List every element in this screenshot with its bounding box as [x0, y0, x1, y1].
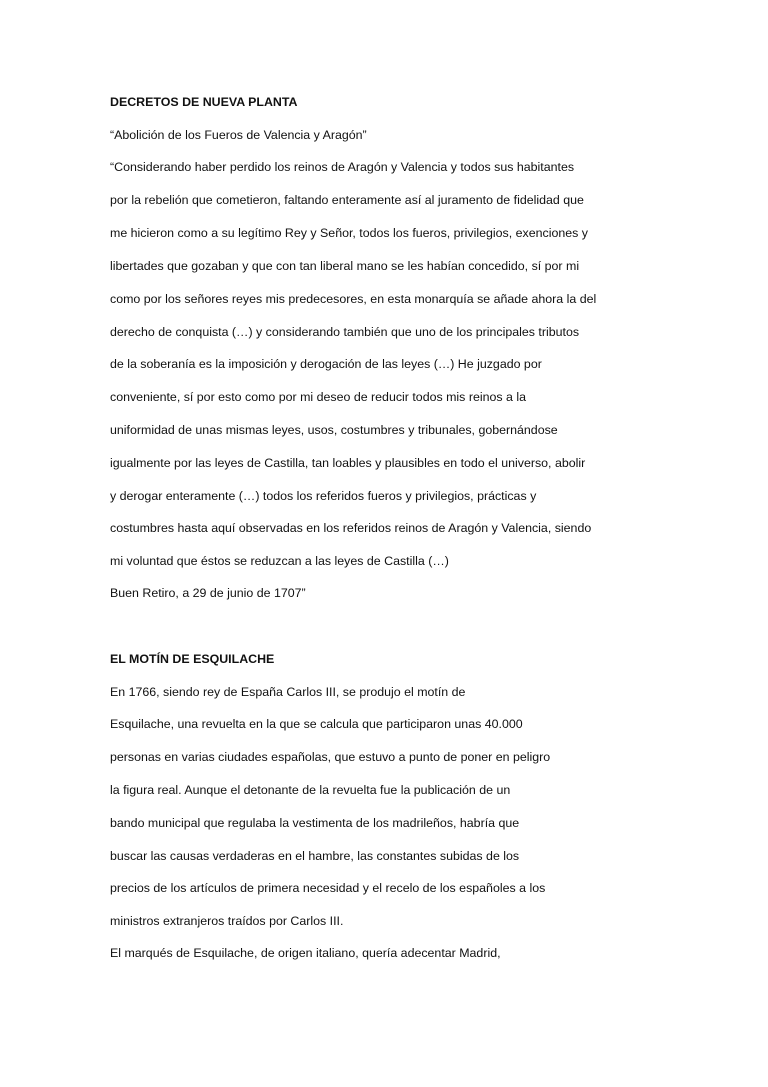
paragraph-line: libertades que gozaban y que con tan liberal mano se les habían concedido, sí por mi [110, 259, 580, 273]
paragraph-line: El marqués de Esquilache, de origen italiano, quería adecentar Madrid, [110, 946, 501, 960]
paragraph-line: de la soberanía es la imposición y derogación de las leyes (…) He juzgado por [110, 357, 542, 371]
section-heading-motin: EL MOTÍN DE ESQUILACHE [110, 652, 275, 666]
signature-line: Buen Retiro, a 29 de junio de 1707” [110, 586, 306, 600]
paragraph-line: costumbres hasta aquí observadas en los referidos reinos de Aragón y Valencia, siendo [110, 521, 592, 535]
document-page [110, 0, 670, 1087]
paragraph-line: uniformidad de unas mismas leyes, usos, costumbres y tribunales, gobernándose [110, 423, 558, 437]
section-heading-decretos: DECRETOS DE NUEVA PLANTA [110, 95, 298, 109]
paragraph-line: bando municipal que regulaba la vestimenta de los madrileños, habría que [110, 816, 520, 830]
paragraph-line: y derogar enteramente (…) todos los referidos fueros y privilegios, prácticas y [110, 489, 537, 503]
paragraph-line: ministros extranjeros traídos por Carlos III. [110, 914, 344, 928]
paragraph-line: En 1766, siendo rey de España Carlos III, se produjo el motín de [110, 685, 466, 699]
paragraph-line: me hicieron como a su legítimo Rey y Señor, todos los fueros, privilegios, exenciones y [110, 226, 588, 240]
section-subtitle: “Abolición de los Fueros de Valencia y Aragón” [110, 128, 367, 142]
paragraph-line: buscar las causas verdaderas en el hambre, las constantes subidas de los [110, 849, 520, 863]
paragraph-line: la figura real. Aunque el detonante de la revuelta fue la publicación de un [110, 783, 511, 797]
paragraph-line: precios de los artículos de primera necesidad y el recelo de los españoles a los [110, 881, 546, 895]
paragraph-line: derecho de conquista (…) y considerando también que uno de los principales tributos [110, 325, 580, 339]
paragraph-line: conveniente, sí por esto como por mi deseo de reducir todos mis reinos a la [110, 390, 526, 404]
paragraph-line: “Considerando haber perdido los reinos de Aragón y Valencia y todos sus habitantes [110, 160, 575, 174]
paragraph-line: igualmente por las leyes de Castilla, tan loables y plausibles en todo el universo, abolir [110, 456, 586, 470]
paragraph-line: personas en varias ciudades españolas, que estuvo a punto de poner en peligro [110, 750, 551, 764]
paragraph-line: como por los señores reyes mis predecesores, en esta monarquía se añade ahora la del [110, 292, 597, 306]
paragraph-line: Esquilache, una revuelta en la que se calcula que participaron unas 40.000 [110, 717, 523, 731]
paragraph-line: por la rebelión que cometieron, faltando enteramente así al juramento de fidelidad que [110, 193, 584, 207]
paragraph-line: mi voluntad que éstos se reduzcan a las leyes de Castilla (…) [110, 554, 449, 568]
